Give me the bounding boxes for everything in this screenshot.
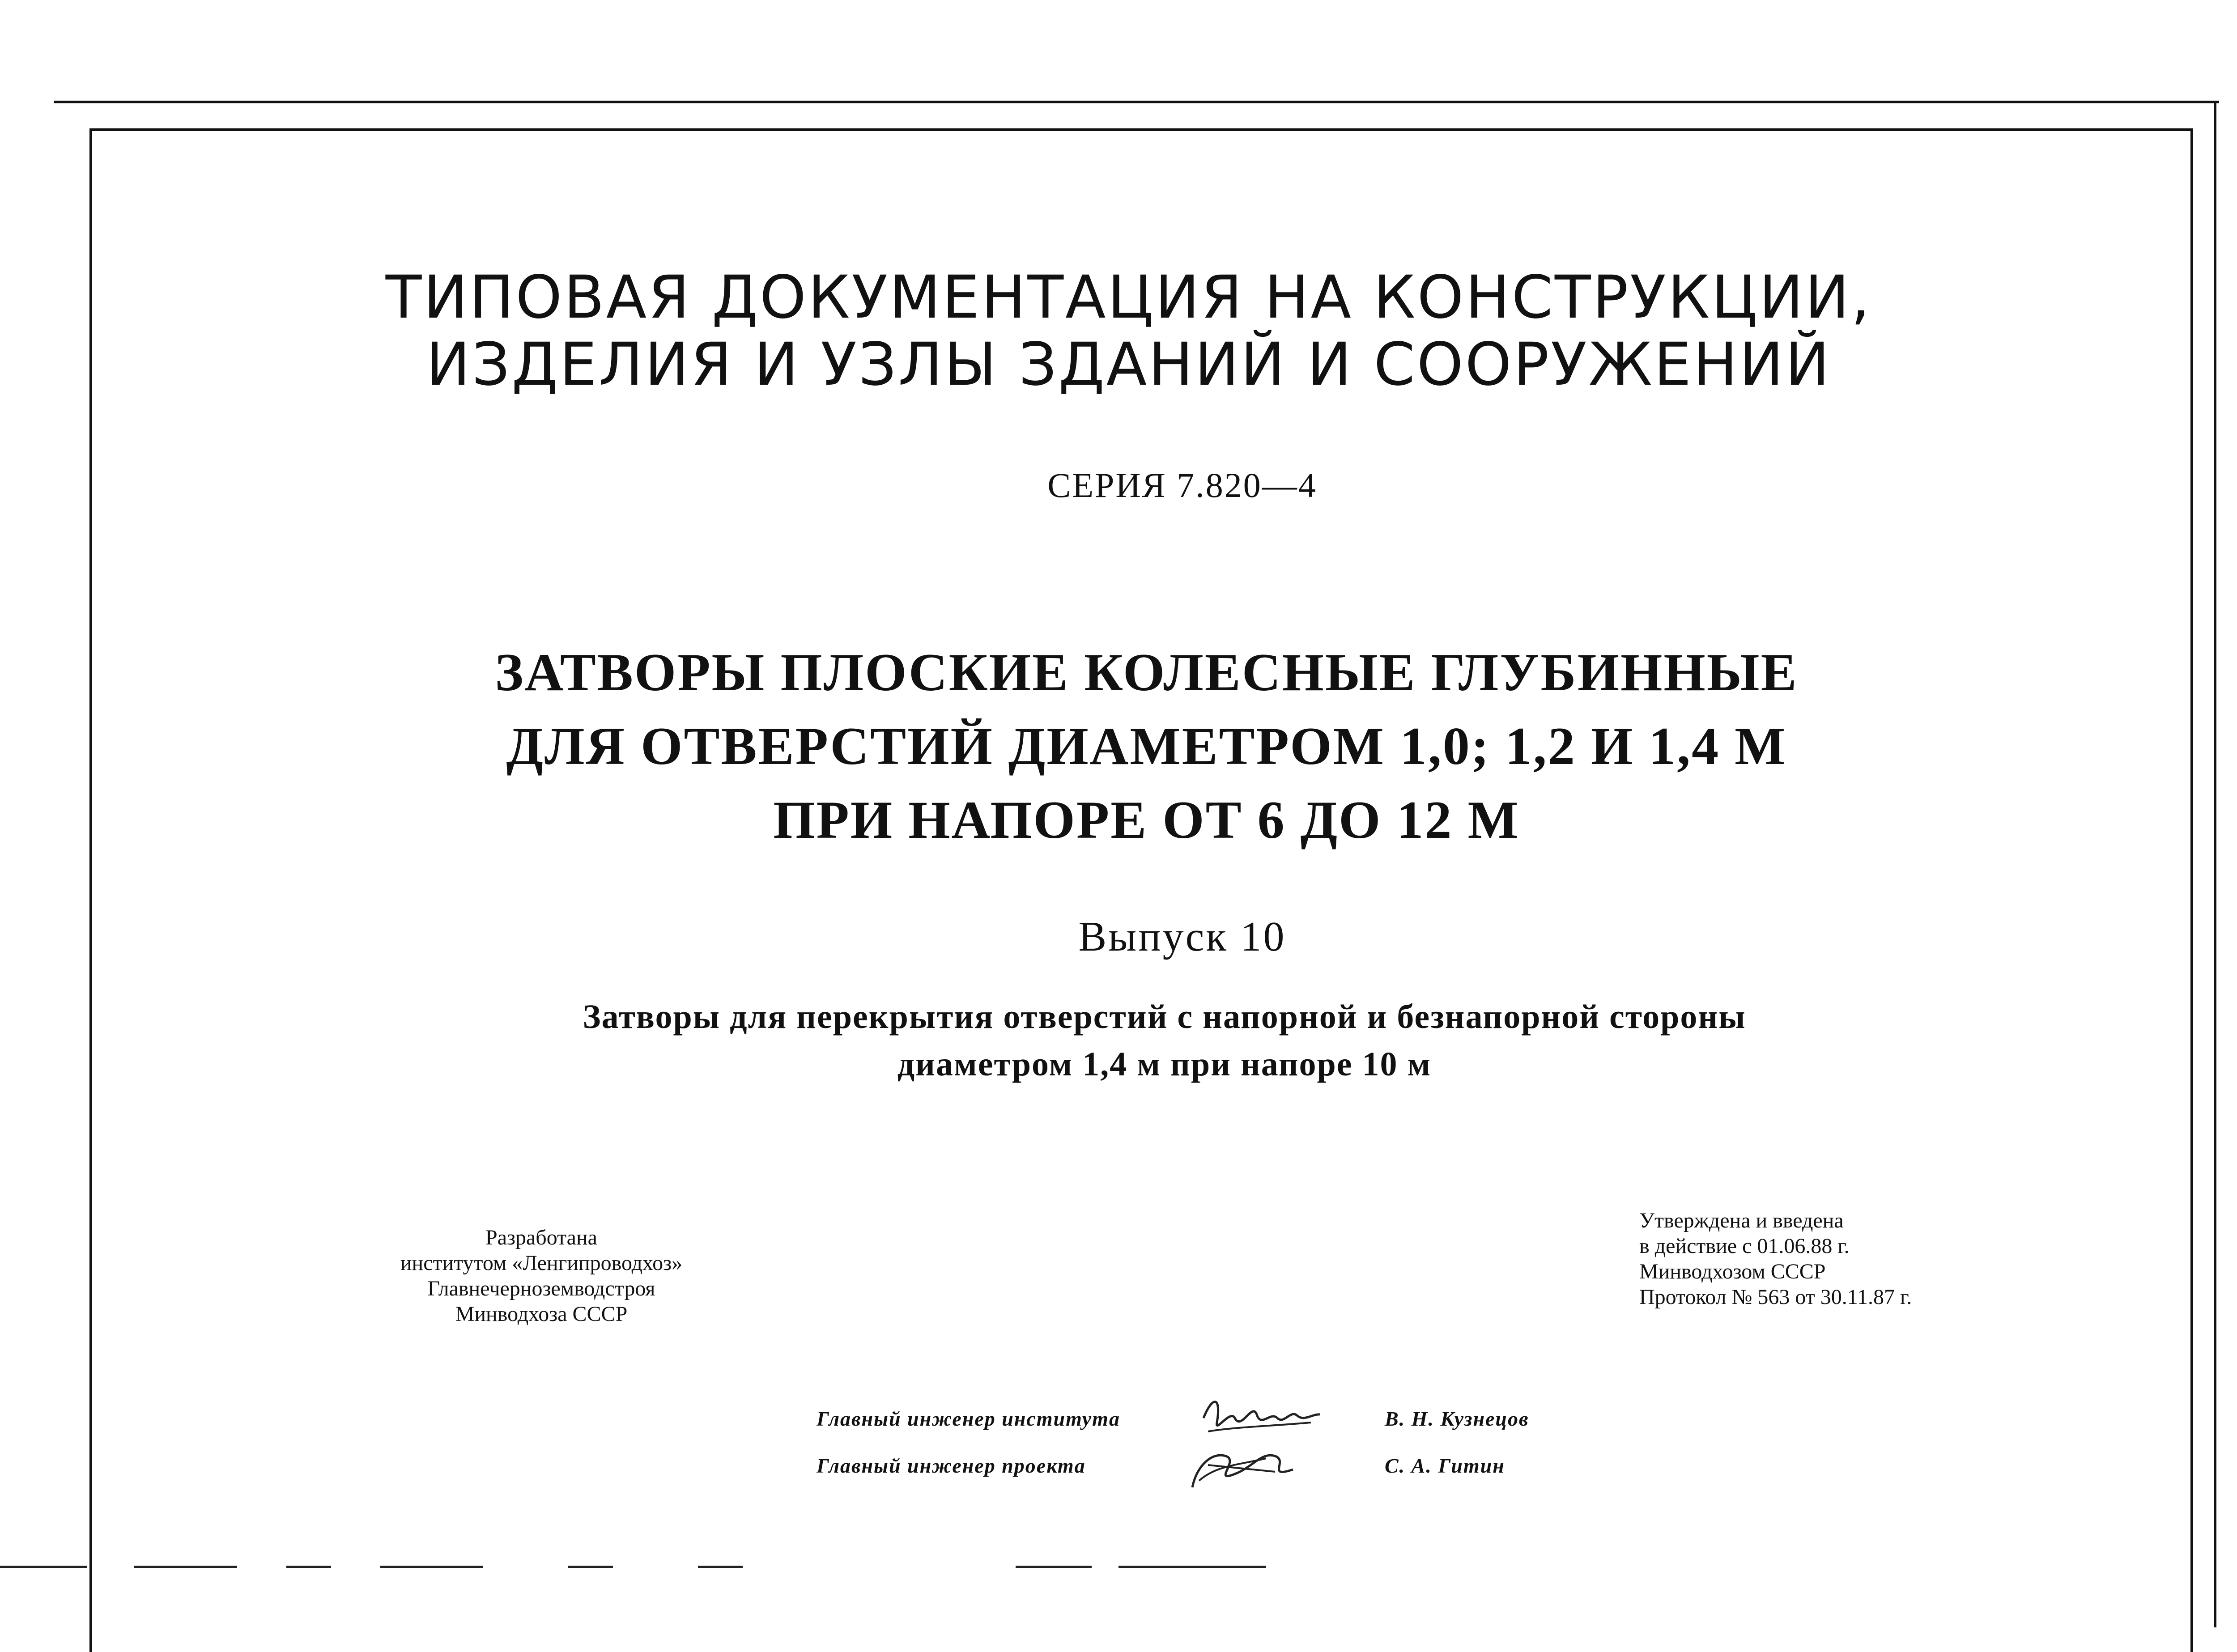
handwritten-signature-1 [1199, 1391, 1324, 1440]
bottom-edge-dash [134, 1566, 237, 1568]
developer-line-1: Разработана [485, 1226, 597, 1249]
subtitle-line-1: Затворы для перекрытия отверстий с напорной и безнапорной стороны [583, 998, 1746, 1036]
approval-block [1639, 1208, 1912, 1310]
developer-line-3: Главнечерноземводстроя [427, 1277, 655, 1300]
document-heading [0, 264, 2237, 398]
bottom-edge-dash [568, 1566, 613, 1568]
signature-name-row-1 [1385, 1407, 1529, 1431]
developer-block [349, 1225, 734, 1327]
signature-name-row-2 [1385, 1454, 1505, 1478]
heading-line-2: ИЗДЕЛИЯ И УЗЛЫ ЗДАНИЙ И СООРУЖЕНИЙ [426, 330, 1831, 399]
signature-role: Главный инженер проекта [817, 1454, 1086, 1477]
developer-line-2: институтом «Ленгипроводхоз» [400, 1251, 683, 1275]
approval-line-4: Протокол № 563 от 30.11.87 г. [1639, 1285, 1912, 1309]
title-line-3: ПРИ НАПОРЕ ОТ 6 ДО 12 М [773, 790, 1520, 849]
subtitle [36, 993, 2237, 1088]
signature-role: Главный инженер института [817, 1407, 1120, 1430]
title-line-1: ЗАТВОРЫ ПЛОСКИЕ КОЛЕСНЫЕ ГЛУБИННЫЕ [495, 642, 1798, 702]
bottom-edge-dash [1016, 1566, 1092, 1568]
signature-name: С. А. Гитин [1385, 1454, 1505, 1477]
bottom-edge-dash [698, 1566, 743, 1568]
developer-line-4: Минводхоза СССР [455, 1302, 628, 1326]
approval-line-2: в действие с 01.06.88 г. [1639, 1234, 1850, 1258]
signature-row-1 [817, 1407, 1120, 1431]
approval-line-3: Минводхозом СССР [1639, 1260, 1826, 1283]
signature-name: В. Н. Кузнецов [1385, 1407, 1529, 1430]
issue-label: Выпуск 10 [1078, 913, 1286, 960]
bottom-edge-dash [286, 1566, 331, 1568]
document-title [18, 635, 2237, 857]
bottom-edge-dash [1118, 1566, 1266, 1568]
handwritten-signature-2 [1186, 1438, 1302, 1496]
subtitle-line-2: диаметром 1,4 м при напоре 10 м [897, 1045, 1432, 1083]
series-label: СЕРИЯ 7.820—4 [1047, 466, 1317, 505]
signature-row-2 [817, 1454, 1086, 1478]
top-border-line [54, 101, 2219, 103]
heading-line-1: ТИПОВАЯ ДОКУМЕНТАЦИЯ НА КОНСТРУКЦИИ, [385, 263, 1872, 332]
approval-line-1: Утверждена и введена [1639, 1209, 1844, 1232]
title-line-2: ДЛЯ ОТВЕРСТИЙ ДИАМЕТРОМ 1,0; 1,2 И 1,4 М [506, 716, 1787, 776]
bottom-edge-dash [380, 1566, 483, 1568]
bottom-edge-dash [0, 1566, 87, 1568]
